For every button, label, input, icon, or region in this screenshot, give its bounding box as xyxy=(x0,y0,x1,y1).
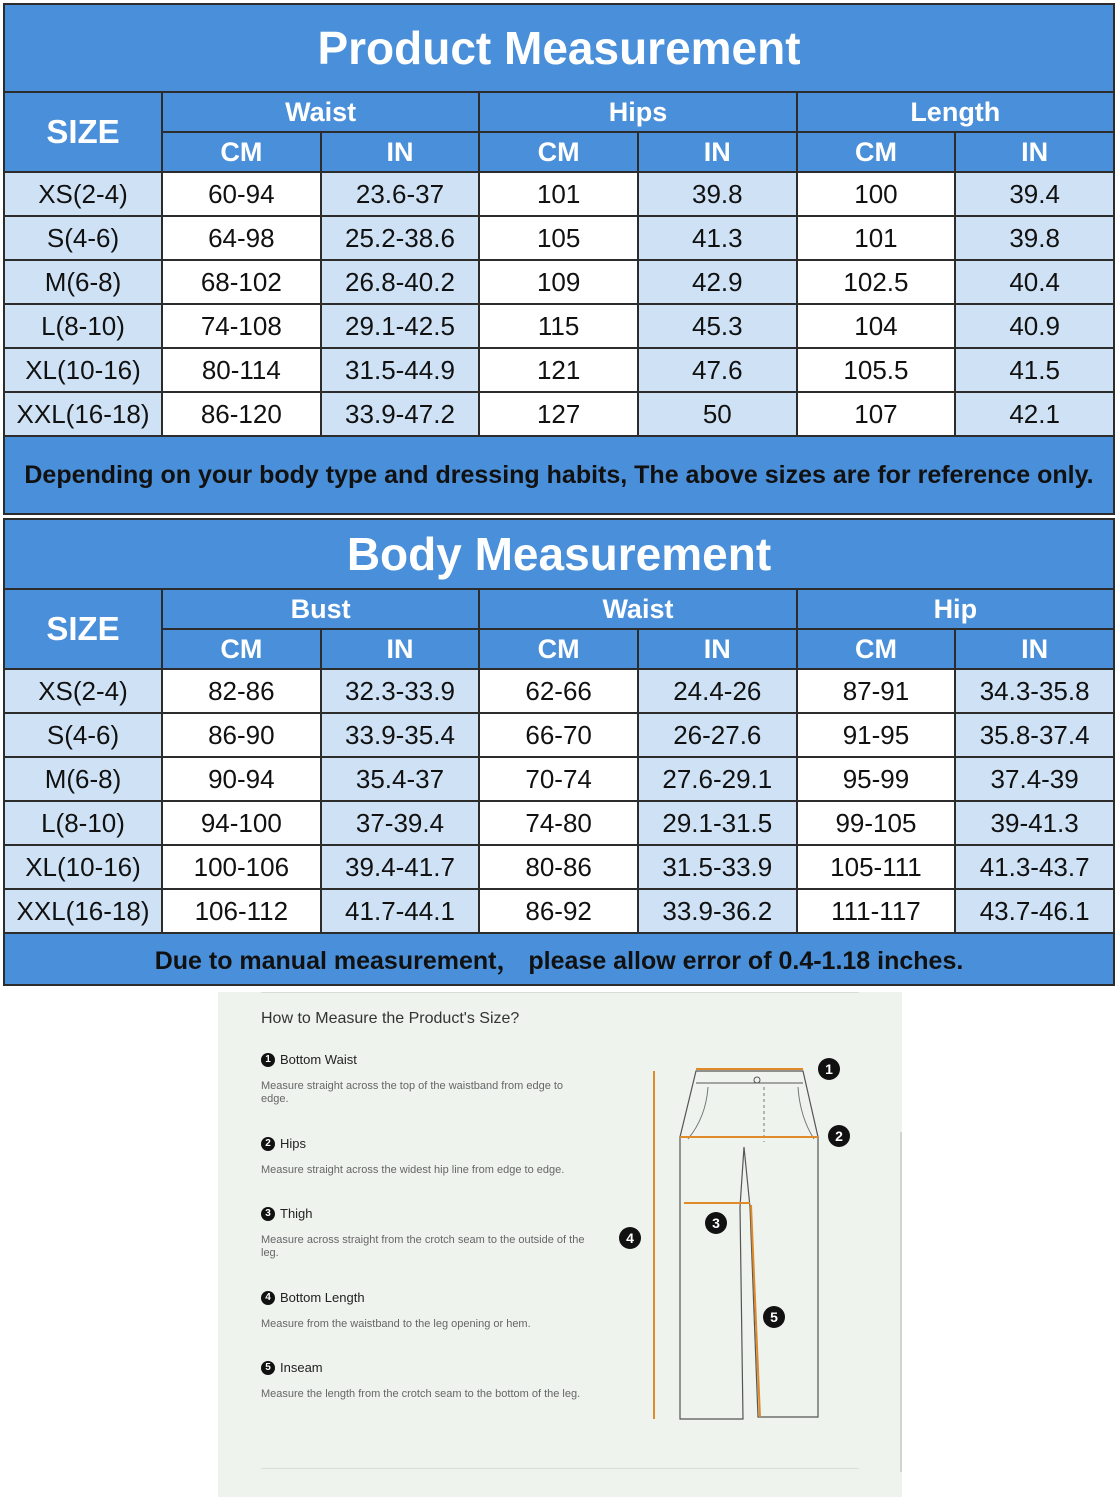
divider xyxy=(261,1468,859,1469)
body-measurement-chart xyxy=(3,518,1115,986)
table-cell: 41.7-44.1 xyxy=(321,889,480,933)
table-cell: 60-94 xyxy=(162,172,321,216)
table-row xyxy=(4,845,1114,889)
measurement-guide xyxy=(218,992,902,1497)
unit-header: CM xyxy=(479,629,638,669)
size-cell: XXL(16-18) xyxy=(4,392,162,436)
table-cell: 99-105 xyxy=(797,801,956,845)
table-cell: 47.6 xyxy=(638,348,797,392)
guide-step-bottom-length xyxy=(261,1290,591,1331)
table-cell: 100 xyxy=(797,172,956,216)
table-row xyxy=(4,757,1114,801)
body-chart-title: Body Measurement xyxy=(4,519,1114,589)
table-cell: 62-66 xyxy=(479,669,638,713)
unit-header: IN xyxy=(321,629,480,669)
step-name: Inseam xyxy=(280,1360,323,1375)
marker-2 xyxy=(828,1125,850,1147)
table-cell: 90-94 xyxy=(162,757,321,801)
table-cell: 32.3-33.9 xyxy=(321,669,480,713)
table-cell: 95-99 xyxy=(797,757,956,801)
table-cell: 29.1-31.5 xyxy=(638,801,797,845)
table-cell: 68-102 xyxy=(162,260,321,304)
size-column-header: SIZE xyxy=(4,92,162,172)
svg-text:4: 4 xyxy=(626,1230,634,1246)
table-cell: 111-117 xyxy=(797,889,956,933)
body-chart-note: Due to manual measurement， please allow error of 0.4-1.18 inches. xyxy=(4,933,1114,985)
step-description: Measure the length from the crotch seam to the bottom of the leg. xyxy=(261,1388,581,1400)
step-description: Measure straight across the widest hip line from edge to edge. xyxy=(261,1164,565,1176)
table-cell: 39.4 xyxy=(955,172,1114,216)
group-header-waist: Waist xyxy=(162,92,479,132)
size-cell: XL(10-16) xyxy=(4,845,162,889)
table-cell: 82-86 xyxy=(162,669,321,713)
table-cell: 35.8-37.4 xyxy=(955,713,1114,757)
divider xyxy=(900,1132,902,1472)
table-cell: 41.5 xyxy=(955,348,1114,392)
guide-title: How to Measure the Product's Size? xyxy=(261,1010,520,1027)
table-cell: 106-112 xyxy=(162,889,321,933)
table-cell: 29.1-42.5 xyxy=(321,304,480,348)
step-number-badge: 5 xyxy=(261,1361,275,1375)
table-cell: 105.5 xyxy=(797,348,956,392)
table-cell: 33.9-35.4 xyxy=(321,713,480,757)
unit-header: IN xyxy=(638,629,797,669)
table-cell: 102.5 xyxy=(797,260,956,304)
table-cell: 109 xyxy=(479,260,638,304)
unit-header: CM xyxy=(797,629,956,669)
group-header-length: Length xyxy=(797,92,1114,132)
table-cell: 37-39.4 xyxy=(321,801,480,845)
table-cell: 42.1 xyxy=(955,392,1114,436)
table-cell: 31.5-33.9 xyxy=(638,845,797,889)
table-cell: 115 xyxy=(479,304,638,348)
table-cell: 127 xyxy=(479,392,638,436)
size-cell: M(6-8) xyxy=(4,260,162,304)
table-cell: 27.6-29.1 xyxy=(638,757,797,801)
unit-header: CM xyxy=(162,132,321,172)
step-number-badge: 4 xyxy=(261,1291,275,1305)
pocket-right xyxy=(798,1087,814,1139)
step-description: Measure across straight from the crotch seam to the outside of the leg. xyxy=(261,1234,585,1259)
table-cell: 100-106 xyxy=(162,845,321,889)
table-cell: 42.9 xyxy=(638,260,797,304)
table-cell: 39.8 xyxy=(638,172,797,216)
table-cell: 26-27.6 xyxy=(638,713,797,757)
table-cell: 121 xyxy=(479,348,638,392)
table-cell: 87-91 xyxy=(797,669,956,713)
marker-3 xyxy=(705,1212,727,1234)
inseam-measure-line xyxy=(751,1205,760,1417)
size-cell: XS(2-4) xyxy=(4,172,162,216)
step-number-badge: 3 xyxy=(261,1207,275,1221)
pants-measurement-diagram-icon xyxy=(618,1047,868,1437)
guide-step-thigh xyxy=(261,1206,591,1260)
group-header-hip: Hip xyxy=(797,589,1114,629)
table-cell: 50 xyxy=(638,392,797,436)
table-row xyxy=(4,889,1114,933)
table-cell: 45.3 xyxy=(638,304,797,348)
group-header-waist: Waist xyxy=(479,589,796,629)
svg-text:3: 3 xyxy=(712,1215,720,1231)
table-row xyxy=(4,713,1114,757)
table-cell: 74-80 xyxy=(479,801,638,845)
table-cell: 66-70 xyxy=(479,713,638,757)
table-cell: 80-86 xyxy=(479,845,638,889)
group-header-bust: Bust xyxy=(162,589,479,629)
table-cell: 39.4-41.7 xyxy=(321,845,480,889)
step-description: Measure from the waistband to the leg opening or hem. xyxy=(261,1318,531,1330)
table-cell: 39.8 xyxy=(955,216,1114,260)
table-row xyxy=(4,216,1114,260)
table-row xyxy=(4,260,1114,304)
table-row xyxy=(4,801,1114,845)
product-chart-note: Depending on your body type and dressing habits, The above sizes are for reference only. xyxy=(4,436,1114,514)
table-cell: 39-41.3 xyxy=(955,801,1114,845)
table-cell: 104 xyxy=(797,304,956,348)
table-row xyxy=(4,392,1114,436)
button xyxy=(754,1077,760,1083)
size-cell: XXL(16-18) xyxy=(4,889,162,933)
svg-text:5: 5 xyxy=(770,1309,778,1325)
size-column-header: SIZE xyxy=(4,589,162,669)
table-cell: 105 xyxy=(479,216,638,260)
table-row xyxy=(4,304,1114,348)
table-cell: 40.4 xyxy=(955,260,1114,304)
step-name: Bottom Waist xyxy=(280,1052,357,1067)
table-cell: 43.7-46.1 xyxy=(955,889,1114,933)
table-cell: 33.9-47.2 xyxy=(321,392,480,436)
step-name: Hips xyxy=(280,1136,307,1151)
svg-text:1: 1 xyxy=(825,1061,833,1077)
table-cell: 86-90 xyxy=(162,713,321,757)
table-cell: 26.8-40.2 xyxy=(321,260,480,304)
table-cell: 105-111 xyxy=(797,845,956,889)
group-header-hips: Hips xyxy=(479,92,796,132)
guide-step-bottom-waist xyxy=(261,1052,591,1106)
size-cell: XS(2-4) xyxy=(4,669,162,713)
unit-header: IN xyxy=(638,132,797,172)
table-row xyxy=(4,348,1114,392)
table-cell: 40.9 xyxy=(955,304,1114,348)
table-cell: 70-74 xyxy=(479,757,638,801)
table-cell: 31.5-44.9 xyxy=(321,348,480,392)
table-cell: 25.2-38.6 xyxy=(321,216,480,260)
table-cell: 74-108 xyxy=(162,304,321,348)
unit-header: CM xyxy=(479,132,638,172)
table-cell: 35.4-37 xyxy=(321,757,480,801)
size-cell: S(4-6) xyxy=(4,216,162,260)
table-row xyxy=(4,172,1114,216)
table-cell: 86-92 xyxy=(479,889,638,933)
table-cell: 86-120 xyxy=(162,392,321,436)
size-cell: S(4-6) xyxy=(4,713,162,757)
table-cell: 91-95 xyxy=(797,713,956,757)
guide-step-inseam xyxy=(261,1360,591,1401)
pants-outline xyxy=(680,1071,818,1419)
product-measurement-table xyxy=(3,3,1115,515)
unit-header: IN xyxy=(955,132,1114,172)
table-cell: 34.3-35.8 xyxy=(955,669,1114,713)
step-name: Thigh xyxy=(280,1206,313,1221)
table-cell: 24.4-26 xyxy=(638,669,797,713)
table-cell: 23.6-37 xyxy=(321,172,480,216)
step-number-badge: 1 xyxy=(261,1053,275,1067)
size-cell: L(8-10) xyxy=(4,304,162,348)
size-cell: L(8-10) xyxy=(4,801,162,845)
table-cell: 64-98 xyxy=(162,216,321,260)
unit-header: CM xyxy=(797,132,956,172)
marker-5 xyxy=(763,1306,785,1328)
unit-header: IN xyxy=(321,132,480,172)
product-measurement-chart xyxy=(3,3,1115,515)
product-chart-title: Product Measurement xyxy=(4,4,1114,92)
step-description: Measure straight across the top of the waistband from edge to edge. xyxy=(261,1080,564,1105)
svg-text:2: 2 xyxy=(835,1128,843,1144)
table-cell: 33.9-36.2 xyxy=(638,889,797,933)
guide-step-hips xyxy=(261,1136,591,1177)
body-measurement-table xyxy=(3,518,1115,986)
table-cell: 80-114 xyxy=(162,348,321,392)
marker-1 xyxy=(818,1058,840,1080)
size-cell: XL(10-16) xyxy=(4,348,162,392)
table-cell: 94-100 xyxy=(162,801,321,845)
table-cell: 107 xyxy=(797,392,956,436)
size-cell: M(6-8) xyxy=(4,757,162,801)
table-cell: 101 xyxy=(797,216,956,260)
table-cell: 41.3-43.7 xyxy=(955,845,1114,889)
marker-4 xyxy=(619,1227,641,1249)
step-name: Bottom Length xyxy=(280,1290,365,1305)
unit-header: IN xyxy=(955,629,1114,669)
divider xyxy=(261,992,859,993)
table-row xyxy=(4,669,1114,713)
step-number-badge: 2 xyxy=(261,1137,275,1151)
table-cell: 101 xyxy=(479,172,638,216)
unit-header: CM xyxy=(162,629,321,669)
table-cell: 41.3 xyxy=(638,216,797,260)
table-cell: 37.4-39 xyxy=(955,757,1114,801)
pocket-left xyxy=(688,1087,708,1139)
